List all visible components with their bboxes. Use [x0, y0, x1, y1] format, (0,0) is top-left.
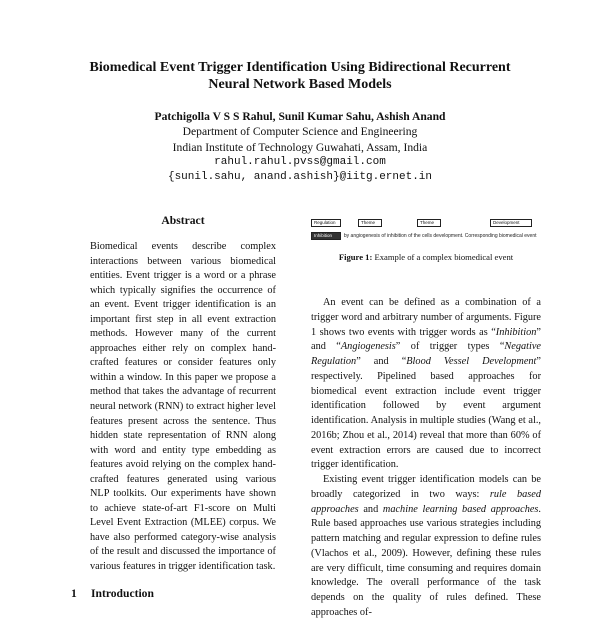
body-right-column: [311, 296, 541, 621]
figure-label-theme-2: Theme: [417, 219, 441, 227]
figure-sentence: by angiogenesis of inhibition of the cells development. Corresponding biomedical event: [343, 232, 537, 239]
paragraph-1: An event can be defined as a combination of a trigger word and arbitrary number of arguments. Figure 1 shows two events with trigger words as “Inhibition” and “Angiogenesis” of trigger types “Negative Regulation” and “Blood Vessel Development” respectively. Pipelined based approaches for biomedical event extraction include event trigger identification followed by event argument identification. Analysis in multiple studies (Wang et al., 2016b; Zhou et al., 2014) reveal that more than 60% of event extraction errors are caused due to incorrect trigger identification.: [311, 297, 542, 471]
abstract-text: Biomedical events describe complex interactions between various biomedical entities. Event trigger is a word or a phrase which typically signifies the occurrence of an event. Event trigger identification is an important first step in all event extraction methods. However many of the current approaches either rely on complex hand-crafted features or consider features only within a window. In this paper we propose a method that takes the advantage of recurrent neural network (RNN) to extract higher level features present across the sentence. Thus hidden state representation of RNN along with word and entity type embedding as features avoid relying on the complex hand-crafted features generated using various NLP toolkits. Our experiments have shown to achieve state-of-art F1-score on Multi Level Event Extraction (MLEE) corpus. We have also performed category-wise analysis of the result and discussed the importance of various features in trigger identification task.: [90, 241, 276, 573]
figure-caption-text: Example of a complex biomedical event: [374, 252, 514, 262]
title-line-1: Biomedical Event Trigger Identification Using Bidirectional Recurrent: [89, 60, 511, 75]
figure-label-development: Development: [490, 219, 532, 227]
figure-caption: [311, 252, 541, 262]
email-1: rahul.rahul.pvss@gmail.com: [214, 155, 386, 168]
figure-row-bottom: [311, 231, 541, 240]
abstract-heading: Abstract: [161, 214, 205, 227]
section-number: 1: [71, 587, 77, 600]
author-block: [60, 109, 540, 185]
figure-label-theme-1: Theme: [358, 219, 382, 227]
figure-caption-label: Figure 1:: [338, 252, 373, 262]
author-names: Patchigolla V S S Rahul, Sunil Kumar Sahu, Ashish Anand: [154, 110, 446, 123]
email-2: {sunil.sahu, anand.ashish}@iitg.ernet.in: [167, 171, 433, 184]
introduction-heading: [71, 587, 154, 600]
paper-title: [40, 59, 560, 93]
figure-label-regulation: Regulation: [311, 219, 341, 227]
department: Department of Computer Science and Engineering: [182, 125, 418, 139]
abstract-body: [90, 240, 276, 575]
figure-1: [311, 215, 541, 245]
institute: Indian Institute of Technology Guwahati, Assam, India: [172, 140, 428, 154]
figure-label-inhibition: Inhibition: [311, 232, 341, 240]
figure-row-top: [311, 218, 541, 227]
title-line-2: Neural Network Based Models: [208, 77, 392, 92]
paragraph-2: Existing event trigger identification models can be broadly categorized in two ways: rule based approaches and machine learning based approaches. Rule based approaches use various strategies including pattern matching and regular expression to define rules (Vlachos et al., 2009). However, defining these rules are very difficult, time consuming and requires domain knowledge. The overall performance of the task depends on the quality of rules defined. These approaches of-: [311, 474, 542, 618]
section-title: Introduction: [91, 587, 154, 600]
